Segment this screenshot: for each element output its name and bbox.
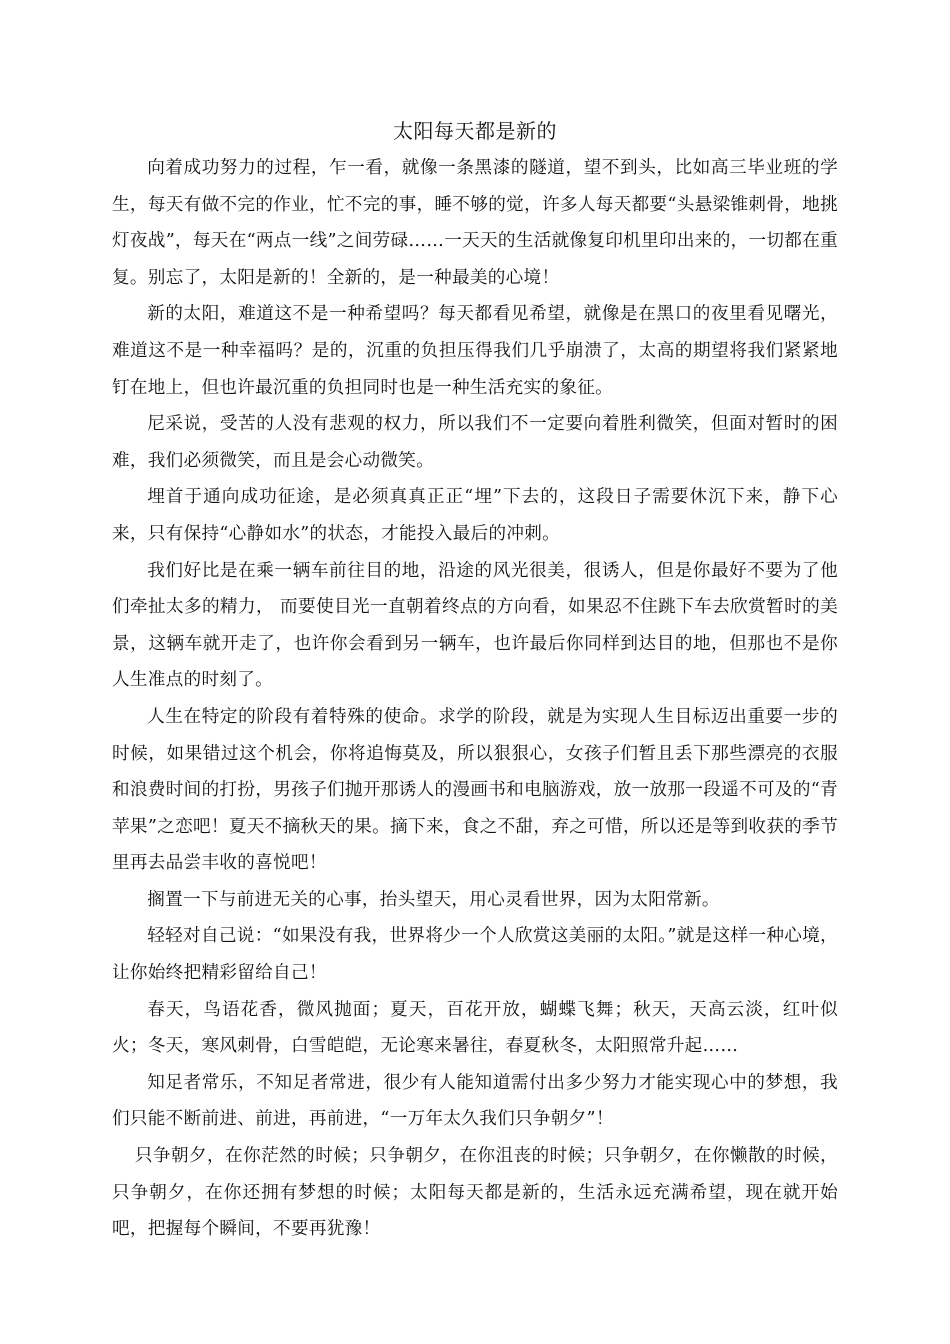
paragraph: 新的太阳，难道这不是一种希望吗？每天都看见希望，就像是在黑口的夜里看见曙光，难道这不是一种幸福吗？是的，沉重的负担压得我们几乎崩溃了，太高的期望将我们紧紧地钉在地上，但也许最沉重的负担同时也是一种生活充实的象征。 [112,304,838,398]
document-body [112,150,838,1248]
paragraph: 人生在特定的阶段有着特殊的使命。求学的阶段，就是为实现人生目标迈出重要一步的时候，如果错过这个机会，你将追悔莫及，所以狠狠心，女孩子们暂且丢下那些漂亮的衣服和浪费时间的打扮，男孩子们抛开那诱人的漫画书和电脑游戏，放一放那一段遥不可及的“青苹果”之恋吧！夏天不摘秋天的果。摘下来，食之不甜，弃之可惜，所以还是等到收获的季节里再去品尝丰收的喜悦吧！ [112,706,838,874]
paragraph: 只争朝夕，在你茫然的时候；只争朝夕，在你沮丧的时候；只争朝夕，在你懒散的时候，只争朝夕，在你还拥有梦想的时候；太阳每天都是新的，生活永远充满希望，现在就开始吧，把握每个瞬间，不要再犹豫！ [112,1146,838,1240]
paragraph: 埋首于通向成功征途，是必须真真正正“埋”下去的，这段日子需要休沉下来，静下心来，只有保持“心静如水”的状态，才能投入最后的冲刺。 [112,487,838,544]
document-title: 太阳每天都是新的 [393,119,557,143]
paragraph: 我们好比是在乘一辆车前往目的地，沿途的风光很美，很诱人，但是你最好不要为了他们牵扯太多的精力， 而要使目光一直朝着终点的方向看，如果忍不住跳下车去欣赏暂时的美景，这辆车就开走了，也许你会看到另一辆车，也许最后你同样到达目的地，但那也不是你人生准点的时刻了。 [112,560,838,691]
paragraph: 轻轻对自己说：“如果没有我，世界将少一个人欣赏这美丽的太阳。”就是这样一种心境，让你始终把精彩留给自己！ [112,926,838,984]
paragraph: 搁置一下与前进无关的心事，抬头望天，用心灵看世界，因为太阳常新。 [147,889,720,910]
paragraph: 知足者常乐，不知足者常进，很少有人能知道需付出多少努力才能实现心中的梦想，我们只能不断前进、前进，再前进，“一万年太久我们只争朝夕”！ [112,1072,838,1130]
document-page [112,112,838,1248]
paragraph: 向着成功努力的过程，乍一看，就像一条黑漆的隧道，望不到头，比如高三毕业班的学生，每天有做不完的作业，忙不完的事，睡不够的觉，许多人每天都要“头悬梁锥刺骨，地挑灯夜战”，每天在“两点一线”之间劳碌……一天天的生活就像复印机里印出来的，一切都在重复。别忘了，太阳是新的！全新的，是一种最美的心境！ [112,158,838,288]
paragraph: 春天，鸟语花香，微风抛面；夏天，百花开放，蝴蝶飞舞；秋天，天高云淡，红叶似火；冬天，寒风刺骨，白雪皑皑，无论寒来暑往，春夏秋冬，太阳照常升起…… [112,999,838,1057]
paragraph: 尼采说，受苦的人没有悲观的权力，所以我们不一定要向着胜利微笑，但面对暂时的困难，我们必须微笑，而且是会心动微笑。 [112,414,838,471]
